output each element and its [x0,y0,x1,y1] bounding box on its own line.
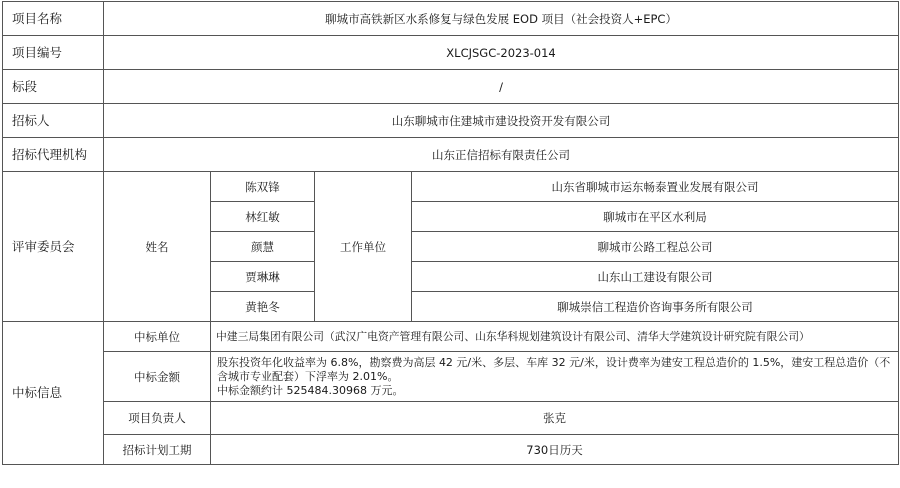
amount-line-1: 股东投资年化收益率为 6.8%，勘察费为高层 42 元/米、多层、车库 32 元/米，设计费率为建安工程总造价的 1.5%，建安工程总造价（不含城市专业配套）下浮率为 2.01%。 [217,355,891,383]
committee-name-header: 姓名 [104,172,211,322]
project-code-value: XLCJSGC-2023-014 [104,36,899,70]
bid-result-table [2,1,899,465]
project-name-row [3,2,899,36]
agency-label: 招标代理机构 [3,138,104,172]
project-code-row [3,36,899,70]
amount-row [3,352,899,402]
tenderer-value: 山东聊城市住建城市建设投资开发有限公司 [104,104,899,138]
agency-value: 山东正信招标有限责任公司 [104,138,899,172]
member-name: 颜慧 [211,232,315,262]
member-unit: 聊城市在平区水利局 [412,202,899,232]
winner-row [3,322,899,352]
period-value: 730日历天 [211,435,899,465]
manager-row [3,402,899,435]
member-name: 陈双锋 [211,172,315,202]
project-name-label: 项目名称 [3,2,104,36]
manager-label: 项目负责人 [104,402,211,435]
award-label: 中标信息 [3,322,104,465]
committee-unit-header: 工作单位 [315,172,412,322]
period-row [3,435,899,465]
manager-value: 张克 [211,402,899,435]
committee-label: 评审委员会 [3,172,104,322]
member-unit: 山东省聊城市运东畅泰置业发展有限公司 [412,172,899,202]
project-code-label: 项目编号 [3,36,104,70]
member-unit: 山东山工建设有限公司 [412,262,899,292]
tenderer-row [3,104,899,138]
amount-label: 中标金额 [104,352,211,402]
period-label: 招标计划工期 [104,435,211,465]
member-unit: 聊城崇信工程造价咨询事务所有限公司 [412,292,899,322]
committee-row [3,172,899,202]
project-name-value: 聊城市高铁新区水系修复与绿色发展 EOD 项目（社会投资人+EPC） [104,2,899,36]
amount-value [211,352,899,402]
amount-line-2: 中标金额约计 525484.30968 万元。 [217,383,404,397]
tenderer-label: 招标人 [3,104,104,138]
member-unit: 聊城市公路工程总公司 [412,232,899,262]
member-name: 贾琳琳 [211,262,315,292]
winner-value: 中建三局集团有限公司（武汉广电资产管理有限公司、山东华科规划建筑设计有限公司、清华大学建筑设计研究院有限公司） [211,322,899,352]
winner-label: 中标单位 [104,322,211,352]
section-row [3,70,899,104]
section-value: / [104,70,899,104]
section-label: 标段 [3,70,104,104]
agency-row [3,138,899,172]
member-name: 林红敏 [211,202,315,232]
member-name: 黄艳冬 [211,292,315,322]
